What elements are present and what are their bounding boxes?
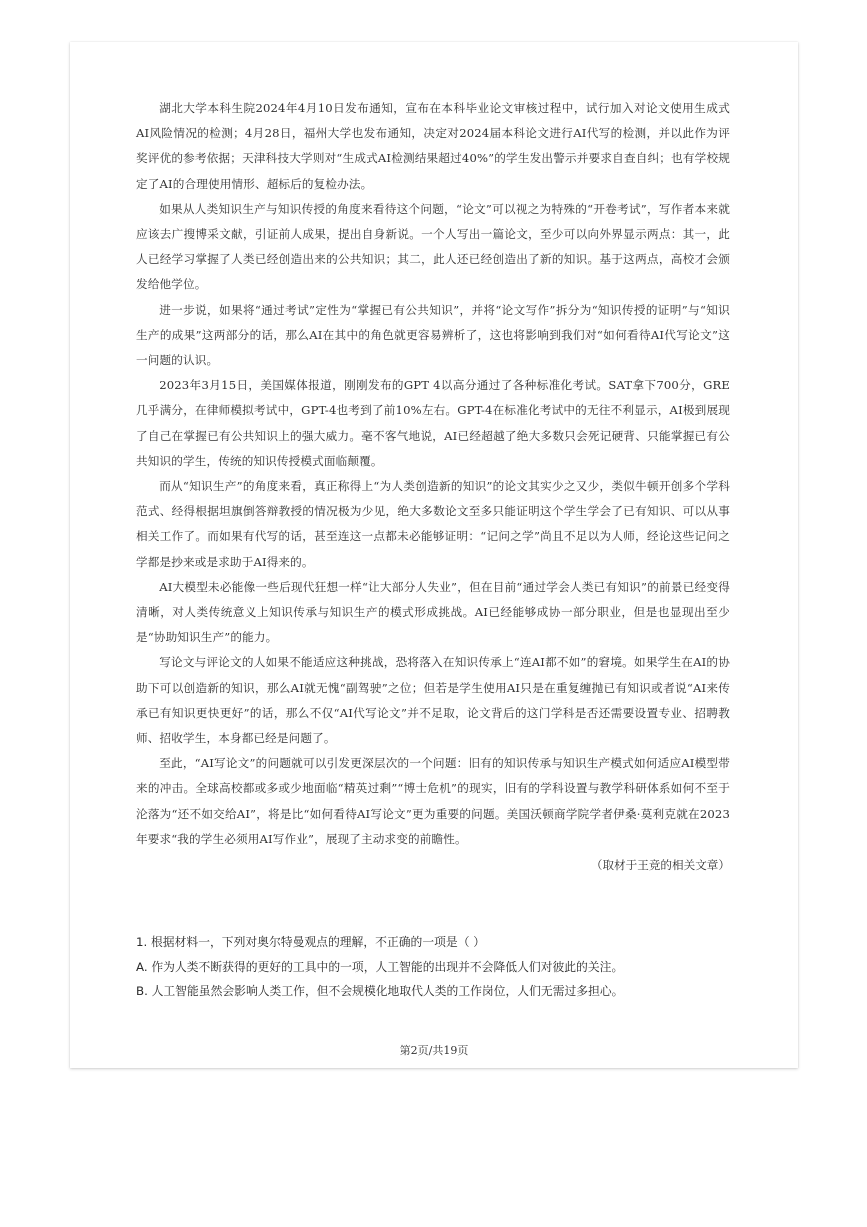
question-stem: 1. 根据材料一，下列对奥尔特曼观点的理解，不正确的一项是（ ） bbox=[136, 935, 486, 949]
paragraph: 如果从人类知识生产与知识传授的角度来看待这个问题，“论文”可以视之为特殊的“开卷考试”，写作者本来就应该去广搜博采文献，引证前人成果，提出自身新说。一个人写出一篇论文，至少可以向外界显示两点：其一，此人已经学习掌握了人类已经创造出来的公共知识；其二，此人还已经创造出了新的知识。基于这两点，高校才会颁发给他学位。 bbox=[136, 201, 730, 292]
paragraph: 湖北大学本科生院2024年4月10日发布通知，宣布在本科毕业论文审核过程中，试行加入对论文使用生成式AI风险情况的检测；4月28日，福州大学也发布通知，决定对2024届本科论文进行AI代写的检测，并以此作为评奖评优的参考依据；天津科技大学则对“生成式AI检测结果超过40%”的学生发出警示并要求自查自纠；也有学校规定了AI的合理使用情形、超标后的复检办法。 bbox=[136, 101, 730, 191]
paragraph: 进一步说，如果将“通过考试”定性为“掌握已有公共知识”，并将“论文写作”拆分为“知识传授的证明”与“知识生产的成果”这两部分的话，那么AI在其中的角色就更容易辨析了，这也将影响到我们对“如何看待AI代写论文”这一问题的认识。 bbox=[136, 302, 730, 368]
option-b: B. 人工智能虽然会影响人类工作，但不会规模化地取代人类的工作岗位，人们无需过多担心。 bbox=[136, 984, 624, 998]
page-footer: 第2页/共19页 bbox=[399, 1044, 469, 1057]
document-page bbox=[70, 42, 798, 1068]
paragraph: AI大模型未必能像一些后现代狂想一样“让大部分人失业”，但在目前“通过学会人类已有知识”的前景已经变得清晰，对人类传统意义上知识传承与知识生产的模式形成挑战。AI已经能够成协一部分职业，但是也显现出至少是“协助知识生产”的能力。 bbox=[136, 579, 730, 645]
paragraph: 而从“知识生产”的角度来看，真正称得上“为人类创造新的知识”的论文其实少之又少，类似牛顿开创多个学科范式、经得根据坦旗倒答辩教授的情况极为少见，绝大多数论文至多只能证明这个学生学会了已有知识、可以从事相关工作了。而如果有代写的话，甚至连这一点都未必能够证明：“记问之学”尚且不足以为人师，经论这些记问之学都是抄来或是求助于AI得来的。 bbox=[136, 479, 730, 569]
option-a: A. 作为人类不断获得的更好的工具中的一项，人工智能的出现并不会降低人们对彼此的关注。 bbox=[136, 959, 624, 974]
paragraph: 2023年3月15日，美国媒体报道，刚刚发布的GPT 4以高分通过了各种标准化考试。SAT拿下700分，GRE几乎满分，在律师模拟考试中，GPT-4也考到了前10%左右。GPT-4在标准化考试中的无往不利显示，AI极到展现了自己在掌握已有公共知识上的强大威力。毫不客气地说，AI已经超越了绝大多数只会死记硬背、只能掌握已有公共知识的学生，传统的知识传授模式面临颠覆。 bbox=[136, 378, 730, 468]
article-body bbox=[136, 96, 730, 876]
paragraph: 至此，“AI写论文”的问题就可以引发更深层次的一个问题：旧有的知识传承与知识生产模式如何适应AI模型带来的冲击。全球高校都或多或少地面临“精英过剩”“博士危机”的现实，旧有的学科设置与教学科研体系如何不至于沦落为“还不如交给AI”，将是比“如何看待AI写论文”更为重要的问题。美国沃顿商学院学者伊桑·莫利克就在2023年要求“我的学生必须用AI写作业”，展现了主动求变的前瞻性。 bbox=[136, 756, 730, 846]
source-citation: （取材于王竞的相关文章） bbox=[590, 858, 730, 873]
question-block bbox=[136, 930, 736, 1004]
paragraph: 写论文与评论文的人如果不能适应这种挑战，恐将落入在知识传承上“连AI都不如”的窘境。如果学生在AI的协助下可以创造新的知识，那么AI就无愧“副驾驶”之位；但若是学生使用AI只是在重复缠抛已有知识或者说“AI来传承已有知识更快更好”的话，那么不仅“AI代写论文”并不足取，论文背后的这门学科是否还需要设置专业、招聘教师、招收学生，本身都已经是问题了。 bbox=[136, 655, 730, 746]
